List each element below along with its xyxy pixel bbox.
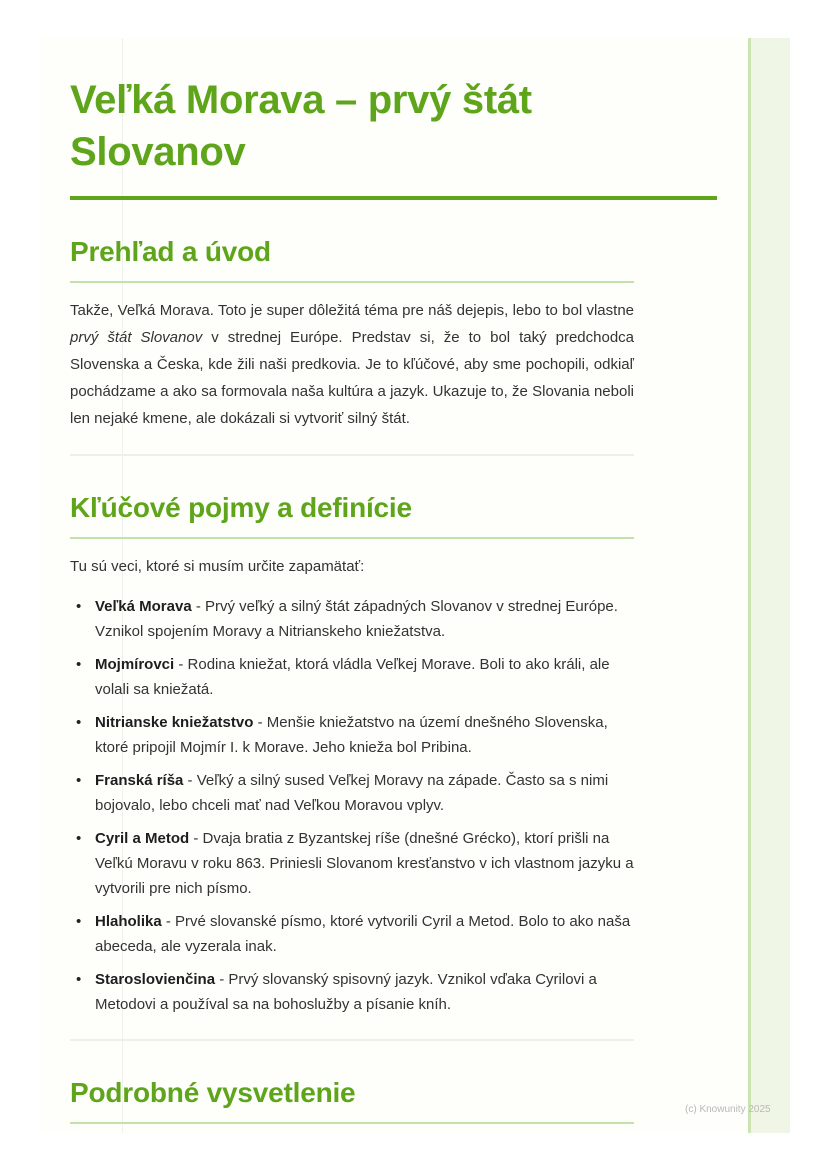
title-line-1: Veľká Morava – prvý štát [70, 78, 532, 122]
section-divider [70, 454, 634, 456]
terms-intro: Tu sú veci, ktoré si musím určite zapamätať: [70, 558, 365, 575]
section-detailed-explanation [70, 1075, 634, 1124]
list-item [70, 909, 634, 959]
overview-paragraph [70, 297, 634, 432]
term-definition: - Prvý veľký a silný štát západných Slovanov v strednej Európe. Vznikol spojením Moravy a Nitrianskeho kniežatstva. [95, 598, 618, 640]
section-overview [70, 234, 634, 456]
section-key-terms [70, 490, 634, 1041]
term-definition: - Prvý slovanský spisovný jazyk. Vznikol vďaka Cyrilovi a Metodovi a používal sa na bohoslužby a písanie kníh. [95, 971, 597, 1013]
section-heading: Podrobné vysvetlenie [70, 1077, 356, 1108]
term-name: Staroslovienčina [95, 971, 216, 988]
term-name: Mojmírovci [95, 656, 175, 673]
term-name: Veľká Morava [95, 598, 192, 615]
list-item [70, 710, 634, 760]
terms-list [70, 594, 634, 1017]
side-margin-strip [748, 38, 790, 1133]
term-definition: - Veľký a silný sused Veľkej Moravy na západe. Často sa s nimi bojovalo, lebo chceli mať nad Veľkou Moravou vplyv. [95, 772, 609, 814]
bullet-icon: • [76, 656, 82, 673]
bullet-icon: • [76, 971, 82, 988]
bullet-icon: • [76, 598, 82, 615]
title-underline [70, 196, 717, 200]
list-item [70, 967, 634, 1017]
list-item [70, 594, 634, 644]
term-definition: - Menšie kniežatstvo na území dnešného Slovenska, ktoré pripojil Mojmír I. k Morave. Jeho knieža bol Pribina. [95, 714, 608, 756]
list-item [70, 768, 634, 818]
paragraph-emphasis: prvý štát Slovanov [70, 329, 203, 346]
copyright-footer: (c) Knowunity 2025 [685, 1104, 771, 1115]
section-heading-underline [70, 537, 634, 539]
term-name: Nitrianske kniežatstvo [95, 714, 254, 731]
side-margin-line [748, 38, 751, 1133]
bullet-icon: • [76, 714, 82, 731]
term-definition: - Dvaja bratia z Byzantskej ríše (dnešné Grécko), ktorí prišli na Veľkú Moravu v roku 863. Priniesli Slovanom kresťanstvo v ich vlastnom jazyku a vytvorili pre nich písmo. [95, 830, 634, 897]
term-definition: - Prvé slovanské písmo, ktoré vytvorili Cyril a Metod. Bolo to ako naša abeceda, ale vyzerala inak. [95, 913, 631, 955]
bullet-icon: • [76, 913, 82, 930]
section-heading-underline [70, 1122, 634, 1124]
title-line-2: Slovanov [70, 130, 246, 174]
section-divider [70, 1039, 634, 1041]
section-heading: Prehľad a úvod [70, 236, 271, 267]
section-heading-underline [70, 281, 634, 283]
term-name: Cyril a Metod [95, 830, 190, 847]
paragraph-text: v strednej Európe. Predstav si, že to bol taký predchodca Slovenska a Česka, kde žili naši predkovia. Je to kľúčové, aby sme pochopili, odkiaľ pochádzame a ako sa formovala naša kultúra a jazyk. Ukazuje to, že Slovania neboli len nejaké kmene, ale dokázali si vytvoriť silný štát. [70, 329, 635, 427]
list-item [70, 826, 634, 901]
page-title [70, 74, 718, 178]
term-name: Franská ríša [95, 772, 184, 789]
paragraph-text: Takže, Veľká Morava. Toto je super dôležitá téma pre náš dejepis, lebo to bol vlastne [70, 302, 634, 319]
document-content [70, 38, 718, 1124]
term-name: Hlaholika [95, 913, 162, 930]
bullet-icon: • [76, 830, 82, 847]
list-item [70, 652, 634, 702]
bullet-icon: • [76, 772, 82, 789]
term-definition: - Rodina kniežat, ktorá vládla Veľkej Morave. Boli to ako králi, ale volali sa kniežatá. [95, 656, 610, 698]
section-heading: Kľúčové pojmy a definície [70, 492, 412, 523]
